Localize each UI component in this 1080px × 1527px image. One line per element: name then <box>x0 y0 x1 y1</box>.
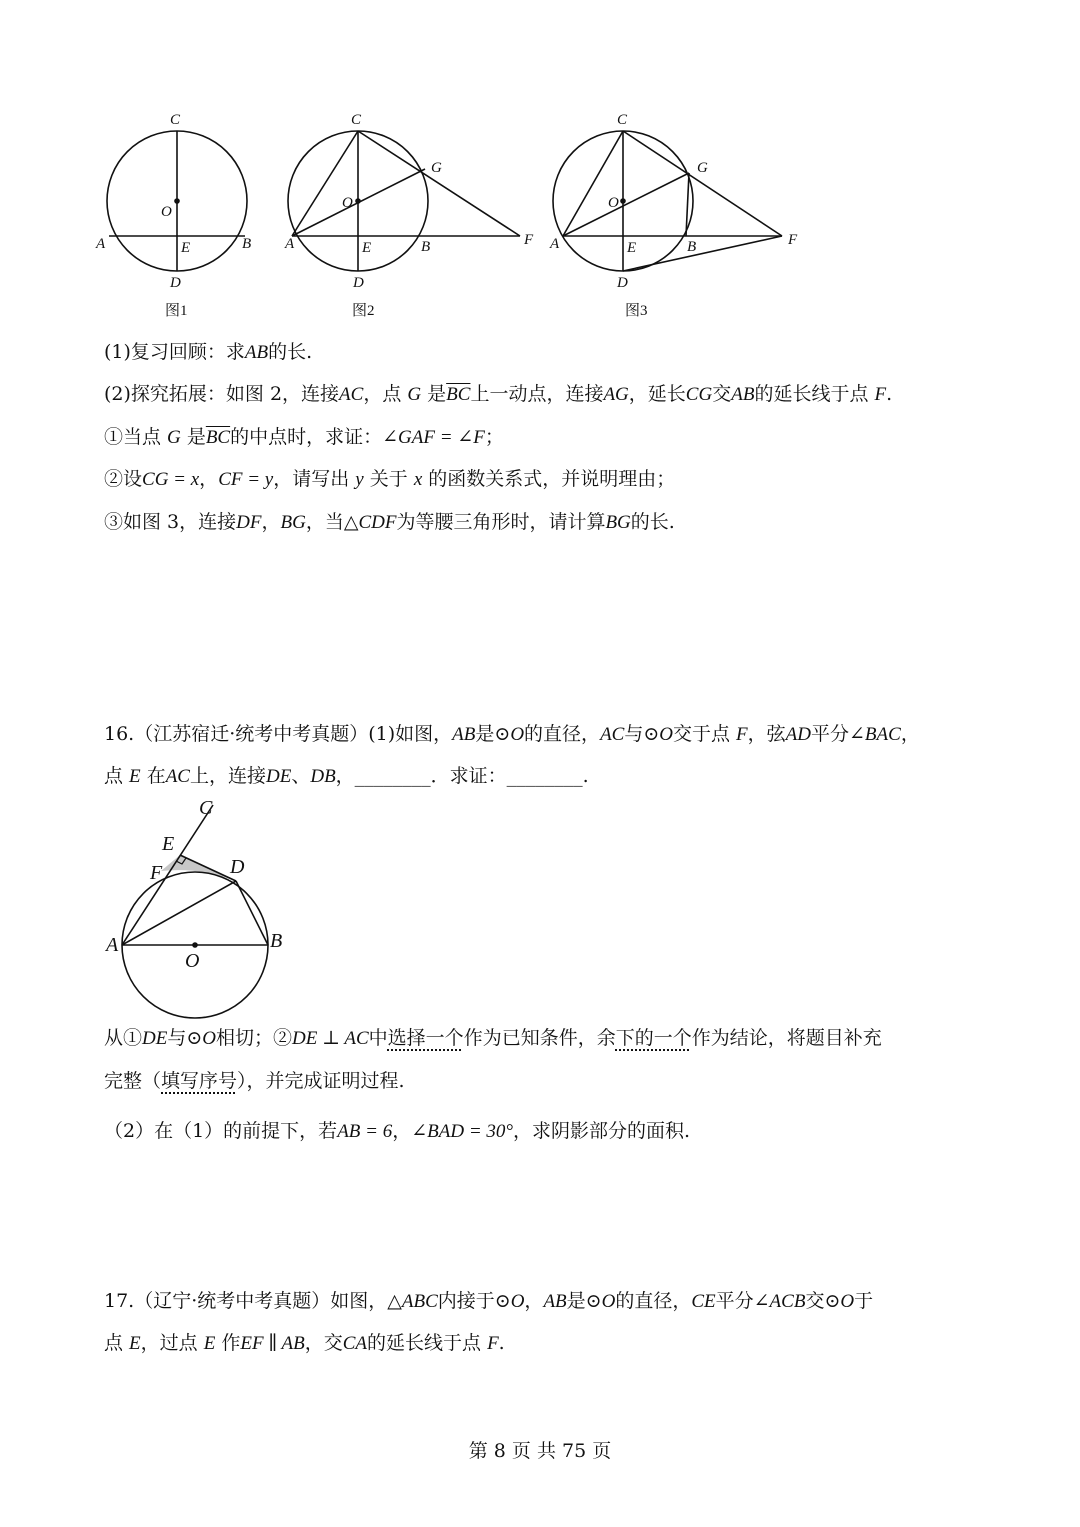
label-c: C <box>617 112 628 128</box>
figure-caption: 图3 <box>625 303 648 319</box>
q17-statement-line2: 点 E，过点 E 作EF ∥ AB，交CA的延长线于点 F. <box>104 1332 505 1354</box>
figure-2 <box>280 105 550 325</box>
emphasis-dots: 选择一个 <box>387 1027 464 1049</box>
figure-q16 <box>100 795 300 1025</box>
figure-1 <box>95 105 265 325</box>
q15-part2-sub3: ③如图 3，连接DF，BG，当△CDF为等腰三角形时，请计算BG的长. <box>104 511 675 533</box>
figure-caption: 图2 <box>352 303 375 319</box>
q17-statement-line1: 17.（辽宁·统考中考真题）如图，△ABC内接于⊙O，AB是⊙O的直径，CE平分∠ACB交⊙O于 <box>104 1290 874 1312</box>
label-b: B <box>687 239 697 255</box>
label-e: E <box>627 240 637 256</box>
arc-bc: $\overline{BC}$ <box>205 427 231 448</box>
q15-part1: (1)复习回顾：求AB的长. <box>104 341 313 363</box>
label-g: G <box>431 160 442 176</box>
center-dot <box>192 942 198 948</box>
label-f: F <box>524 232 534 248</box>
q15-part2-sub2: ②设CG = x，CF = y，请写出 y 关于 x 的函数关系式，并说明理由； <box>104 468 676 490</box>
label-f: F <box>150 862 163 884</box>
label-o: O <box>608 195 619 211</box>
label-c: C <box>351 112 362 128</box>
q15-part2: (2)探究拓展：如图 2，连接AC，点 G 是$\overline{BC}$上一动点，连接AG，延长CG交AB的延长线于点 F. <box>104 383 893 405</box>
segment-cf <box>623 131 782 236</box>
label-o: O <box>185 950 200 972</box>
chord-ad <box>122 881 236 945</box>
label-d: D <box>170 275 181 291</box>
label-d: D <box>230 856 245 878</box>
q16-choice-line2: 完整（填写序号），并完成证明过程. <box>104 1070 405 1092</box>
q16-statement-line2: 点 E 在AC上，连接DE、DB，________．求证：________. <box>104 765 589 787</box>
label-g: G <box>697 160 708 176</box>
figure-3 <box>545 105 815 325</box>
label-e: E <box>181 240 191 256</box>
segment-df <box>623 236 782 271</box>
arc-bc: $\overline{BC}$ <box>446 384 471 405</box>
label-a: A <box>550 236 560 252</box>
center-dot <box>620 198 626 204</box>
label-o: O <box>161 204 172 220</box>
q15-part2-sub1: ①当点 G 是$\overline{BC}$的中点时，求证：∠GAF = ∠F； <box>104 426 504 448</box>
center-dot <box>355 198 361 204</box>
label-a: A <box>106 934 119 956</box>
label-a: A <box>285 236 295 252</box>
label-d: D <box>617 275 628 291</box>
label-b: B <box>421 239 431 255</box>
label-c: C <box>170 112 181 128</box>
label-c: C <box>199 797 213 819</box>
label-f: F <box>788 232 798 248</box>
emphasis-dots: 填写序号 <box>161 1070 238 1092</box>
q16-part2: （2）在（1）的前提下，若AB = 6，∠BAD = 30°，求阴影部分的面积. <box>104 1120 691 1142</box>
label-d: D <box>353 275 364 291</box>
emphasis-dots: 下的一个 <box>615 1027 692 1049</box>
figure-caption: 图1 <box>165 303 188 319</box>
segment-cf <box>358 131 520 236</box>
center-dot <box>174 198 180 204</box>
ray-ac <box>122 805 213 945</box>
page-number-footer: 第 8 页 共 75 页 <box>468 1440 612 1462</box>
label-b: B <box>270 930 283 952</box>
q16-statement-line1: 16.（江苏宿迁·统考中考真题）(1)如图，AB是⊙O的直径，AC与⊙O交于点 F，弦AD平分∠BAC， <box>104 723 920 745</box>
label-b: B <box>242 236 252 252</box>
label-o: O <box>342 195 353 211</box>
label-e: E <box>162 833 175 855</box>
q16-choice-line1: 从①DE与⊙O相切；②DE ⊥ AC中选择一个作为已知条件，余下的一个作为结论，将题目补充 <box>104 1027 882 1049</box>
label-a: A <box>96 236 106 252</box>
label-e: E <box>362 240 372 256</box>
chord-db <box>236 881 268 945</box>
